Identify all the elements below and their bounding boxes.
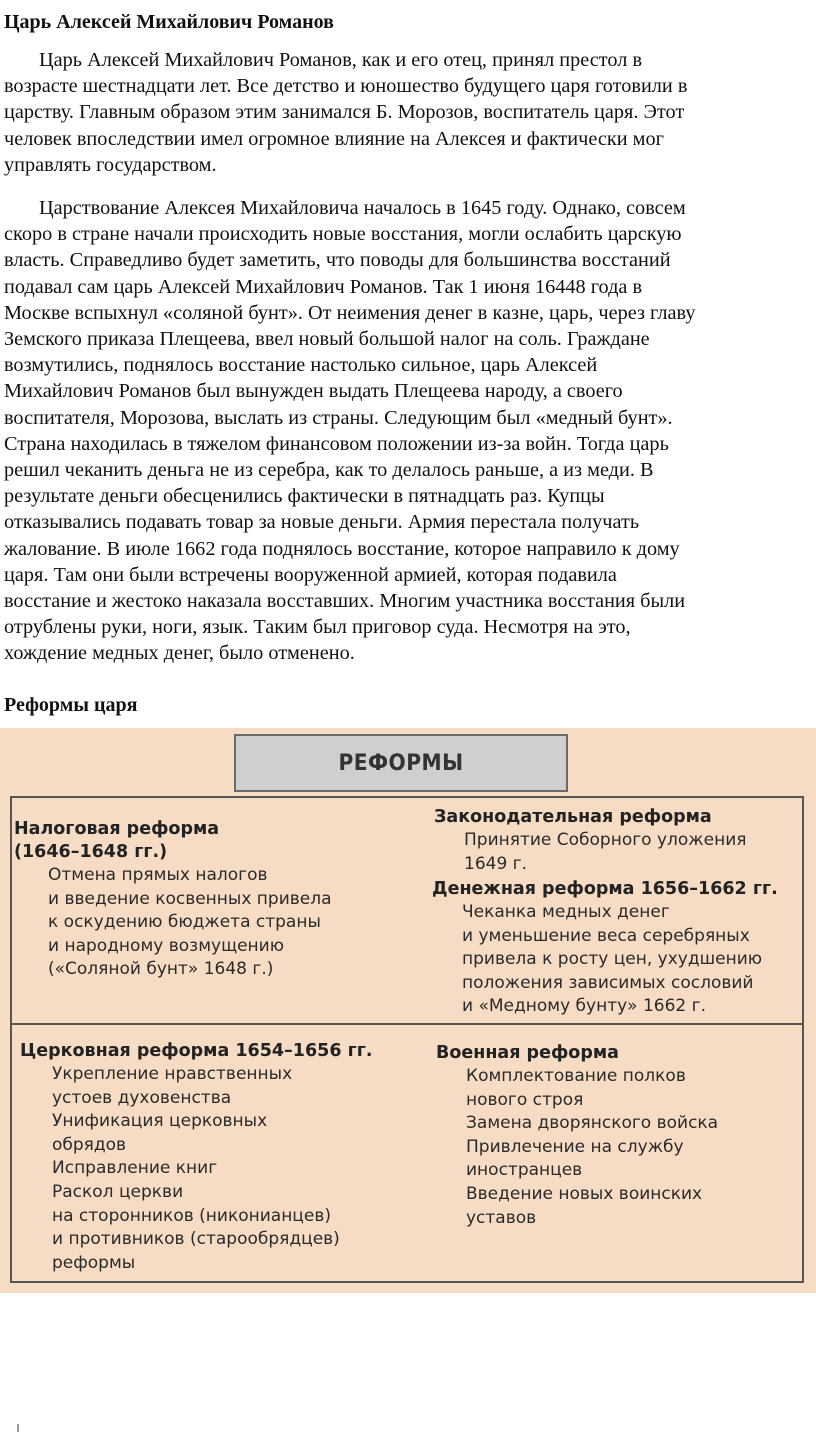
block-item: иностранцев bbox=[466, 1160, 583, 1181]
block-item: Исправление книг bbox=[52, 1158, 218, 1179]
block-item: к оскудению бюджета страны bbox=[48, 912, 321, 933]
paragraph-line: человек впоследствии имел огромное влияние на Алексея и фактически мог bbox=[4, 127, 664, 150]
church-reform-block bbox=[20, 1040, 373, 1275]
paragraph-line: царя. Там они были встречены вооруженной армией, которая подавила bbox=[4, 563, 617, 586]
paragraph-line: возрасте шестнадцати лет. Все детство и юношество будущего царя готовили в bbox=[4, 75, 688, 98]
block-heading: Церковная реформа 1654–1656 гг. bbox=[20, 1041, 373, 1061]
block-item: Комплектование полков bbox=[466, 1066, 686, 1086]
block-item: Унификация церковных bbox=[52, 1111, 268, 1132]
block-heading: Налоговая реформа bbox=[14, 819, 220, 839]
block-item: и введение косвенных привела bbox=[48, 888, 332, 909]
block-item: Принятие Соборного уложения bbox=[464, 830, 747, 850]
scheme-title-box bbox=[234, 734, 568, 792]
block-item: положения зависимых сословий bbox=[462, 972, 754, 993]
paragraph-line: Царствование Алексея Михайловича началось в 1645 году. Однако, совсем bbox=[39, 197, 686, 219]
paragraph-line: хождение медных денег, было отменено. bbox=[4, 642, 355, 665]
monetary-reform-block bbox=[432, 878, 778, 1019]
paragraph-line: Страна находилась в тяжелом финансовом положении из-за войн. Тогда царь bbox=[4, 432, 669, 455]
block-item: обрядов bbox=[52, 1134, 127, 1155]
paragraph-line: Москве вспыхнул «соляной бунт». От неимения денег в казне, царь, через главу bbox=[4, 301, 696, 324]
block-item: («Соляной бунт» 1648 г.) bbox=[48, 959, 274, 980]
paragraph-line: жалование. В июле 1662 года поднялось восстание, которое направило к дому bbox=[4, 537, 680, 560]
block-item: и противников (старообрядцев) bbox=[52, 1229, 340, 1250]
paragraph-line: Михайлович Романов был вынужден выдать Плещеева народу, а своего bbox=[4, 380, 623, 403]
paragraph-line: скоро в стране начали происходить новые восстания, могли ослабить царскую bbox=[4, 223, 682, 246]
block-item: 1649 г. bbox=[464, 853, 528, 874]
paragraph-line: восстание и жестоко наказала восставших. Многим участника восстания были bbox=[4, 590, 686, 613]
reforms-scheme bbox=[0, 728, 816, 1293]
paragraph-line: Царь Алексей Михайлович Романов, как и его отец, принял престол в bbox=[39, 49, 643, 71]
scan-speck bbox=[17, 1424, 19, 1432]
block-item: Введение новых воинских bbox=[466, 1183, 703, 1204]
block-item: Отмена прямых налогов bbox=[48, 865, 268, 885]
block-item: нового строя bbox=[466, 1089, 584, 1110]
paragraph-line: Земского приказа Плещеева, ввел новый большой налог на соль. Граждане bbox=[4, 328, 650, 351]
block-item: уставов bbox=[466, 1207, 537, 1228]
block-item: Замена дворянского войска bbox=[466, 1113, 719, 1134]
block-item: Привлечение на службу bbox=[466, 1136, 684, 1157]
paragraph-line: подавал сам царь Алексей Михайлович Романов. Так 1 июня 16448 года в bbox=[4, 275, 643, 298]
block-item: на сторонников (никонианцев) bbox=[52, 1205, 331, 1226]
paragraph-line: отказывались подавать товар за новые деньги. Армия перестала получать bbox=[4, 511, 640, 534]
paragraph-2 bbox=[4, 195, 812, 667]
paragraph-line: решил чеканить деньга не из серебра, как то делалось раньше, а из меди. В bbox=[4, 459, 654, 482]
scheme-divider bbox=[10, 1023, 804, 1025]
block-item: и народному возмущению bbox=[48, 935, 285, 956]
block-heading: Законодательная реформа bbox=[434, 807, 712, 827]
paragraph-line: воспитателя, Морозова, выслать из страны. Следующим был «медный бунт». bbox=[4, 406, 673, 429]
block-item: реформы bbox=[52, 1252, 136, 1273]
block-item: и «Медному бунту» 1662 г. bbox=[462, 996, 706, 1017]
block-item: и уменьшение веса серебряных bbox=[462, 925, 750, 946]
block-item: Раскол церкви bbox=[52, 1181, 184, 1202]
paragraph-line: результате деньги обесценились фактически в пятнадцать раз. Купцы bbox=[4, 485, 605, 508]
document-title: Царь Алексей Михайлович Романов bbox=[4, 11, 334, 33]
block-item: устоев духовенства bbox=[52, 1087, 232, 1108]
paragraph-line: возмутились, поднялось восстание настолько сильное, царь Алексей bbox=[4, 354, 598, 377]
paragraph-line: управлять государством. bbox=[4, 153, 217, 176]
block-item: привела к росту цен, ухудшению bbox=[462, 949, 763, 970]
tax-reform-block bbox=[14, 818, 332, 982]
military-reform-block bbox=[436, 1042, 718, 1230]
block-heading: (1646–1648 гг.) bbox=[14, 842, 168, 862]
paragraph-line: отрублены руки, ноги, язык. Таким был приговор суда. Несмотря на это, bbox=[4, 616, 631, 639]
paragraph-1 bbox=[4, 47, 812, 178]
block-heading: Денежная реформа 1656–1662 гг. bbox=[432, 879, 778, 899]
block-heading: Военная реформа bbox=[436, 1043, 619, 1063]
paragraph-line: власть. Справедливо будет заметить, что поводы для большинства восстаний bbox=[4, 249, 671, 272]
reforms-subheading: Реформы царя bbox=[4, 694, 138, 716]
scheme-title: РЕФОРМЫ bbox=[338, 750, 464, 776]
paragraph-line: царству. Главным образом этим занимался Б. Морозов, воспитатель царя. Этот bbox=[4, 101, 685, 124]
block-item: Укрепление нравственных bbox=[52, 1064, 293, 1084]
block-item: Чеканка медных денег bbox=[462, 902, 670, 922]
legislative-reform-block bbox=[434, 806, 746, 876]
